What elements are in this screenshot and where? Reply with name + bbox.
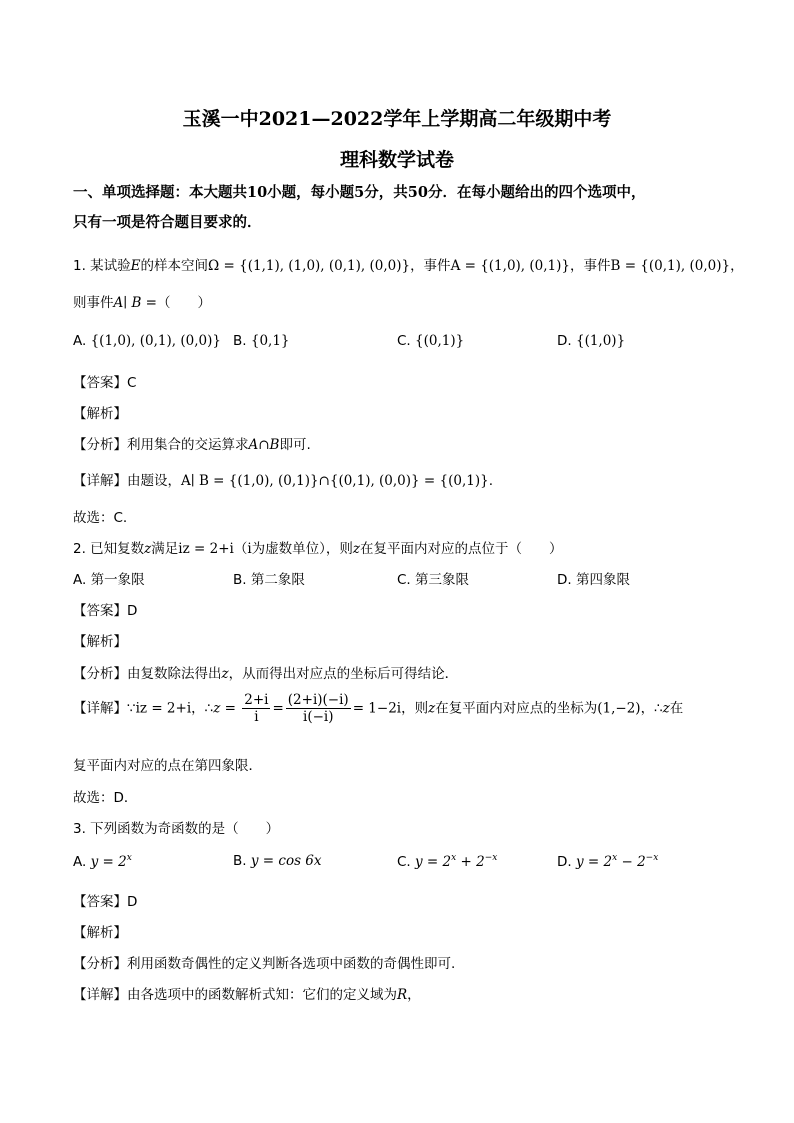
option-value: {(1,0), (0,1), (0,0)} <box>90 333 221 349</box>
math-i: i <box>247 541 252 557</box>
xiangjie-tag: 【详解】 <box>73 473 127 489</box>
text: 的样本空间 <box>140 258 209 274</box>
q3-analysis-tag: 【解析】 <box>73 925 127 941</box>
answer-value: D <box>127 603 138 619</box>
q3-stem: 3. 下列函数为奇函数的是（ ） <box>73 821 280 837</box>
q3-xiangjie <box>73 983 421 1003</box>
math-expr: A∩B <box>248 437 280 453</box>
xiangjie-tag: 【详解】 <box>73 987 127 1003</box>
text: 2. 已知复数 <box>73 541 145 557</box>
text: ，事件 <box>410 258 451 274</box>
fraction-denominator: i(−i) <box>303 709 334 725</box>
math-R: R <box>397 987 408 1003</box>
q2-stem <box>73 537 563 557</box>
q3-answer <box>73 890 137 910</box>
answer-value: C <box>127 375 137 391</box>
text: 1. 某试验 <box>73 258 131 274</box>
text: 满足 <box>151 541 179 557</box>
text: ， <box>730 258 744 274</box>
text: ，∴ <box>640 700 663 717</box>
section-heading-line1: 一、单项选择题：本大题共10小题，每小题5分，共50分．在每小题给出的四个选项中， <box>73 184 646 201</box>
option-value: + 2 <box>456 854 485 870</box>
answer-tag: 【答案】 <box>73 894 127 910</box>
q1-stem-line1 <box>73 254 744 274</box>
option-value: y = 2 <box>415 854 452 870</box>
q1-stem-line2 <box>73 291 211 311</box>
option-value: {(1,0)} <box>575 333 626 349</box>
q2-option-a <box>73 568 145 588</box>
text: ，事件 <box>569 258 611 274</box>
option-value: {(0,1)} <box>415 333 465 349</box>
q1-answer <box>73 371 136 391</box>
option-label: D. <box>557 333 572 349</box>
text: ，则 <box>401 700 429 717</box>
fraction-denominator: i <box>254 709 259 725</box>
q3-option-d <box>557 853 658 870</box>
math-expr: A∣ B = {(1,0), (0,1)}∩{(0,1), (0,0)} = {(0,1)} <box>181 473 489 489</box>
text: 则事件 <box>73 295 114 311</box>
text: （ ） <box>157 295 211 311</box>
q2-option-d <box>557 568 630 588</box>
option-value: 第二象限 <box>250 572 305 588</box>
math-eq: = <box>272 700 284 717</box>
option-label: C. <box>397 572 411 588</box>
text: ∵ <box>127 700 136 717</box>
text: 由题设， <box>127 473 181 489</box>
q2-xiangjie-line2: 复平面内对应的点在第四象限． <box>73 758 262 774</box>
text: 利用集合的交运算求 <box>127 437 249 453</box>
option-value: y = cos 6x <box>250 853 322 869</box>
math-z: z <box>221 666 229 682</box>
text: 即可. <box>279 437 311 453</box>
math-omega: Ω = {(1,1), (1,0), (0,1), (0,0)} <box>208 258 411 274</box>
math-result: = 1−2i <box>352 700 402 717</box>
text: 在复平面内对应点的坐标为 <box>435 700 598 717</box>
exponent: x <box>126 853 132 863</box>
option-label: A. <box>73 572 87 588</box>
option-label: C. <box>397 854 411 870</box>
answer-tag: 【答案】 <box>73 375 127 391</box>
option-label: A. <box>73 333 87 349</box>
option-label: B. <box>233 853 247 869</box>
math-z: z <box>144 541 152 557</box>
text: ， <box>407 987 421 1003</box>
text: 为虚数单位），则 <box>251 541 353 557</box>
exponent: x <box>612 853 618 863</box>
option-value: 第四象限 <box>575 572 630 588</box>
math-z: z <box>352 541 361 557</box>
q3-option-b <box>233 853 322 869</box>
math-A: A = {(1,0), (0,1)} <box>450 258 570 274</box>
fraction-numerator: (2+i)(−i) <box>287 692 349 708</box>
page-title: 玉溪一中2021—2022学年上学期高二年级期中考 <box>182 108 612 130</box>
q2-option-c <box>397 568 469 588</box>
option-label: B. <box>233 333 247 349</box>
q2-option-b <box>233 568 305 588</box>
text: 在复平面内对应的点位于（ ） <box>360 541 563 557</box>
math-z: z <box>662 700 670 717</box>
text: （ <box>233 541 248 557</box>
option-value: 第三象限 <box>415 572 470 588</box>
math-coord: (1,−2) <box>597 700 641 717</box>
fraction-1 <box>242 692 270 725</box>
text: ，从而得出对应点的坐标后可得结论． <box>228 666 459 682</box>
xiangjie-tag: 【详解】 <box>73 700 127 717</box>
option-value: y = 2 <box>90 854 127 870</box>
fenxi-tag: 【分析】 <box>73 666 127 682</box>
q1-fenxi <box>73 433 311 453</box>
text: 由各选项中的函数解析式知：它们的定义域为 <box>127 987 397 1003</box>
q3-option-c <box>397 853 497 870</box>
math-z: z = <box>213 700 236 717</box>
fenxi-tag: 【分析】 <box>73 956 127 972</box>
q1-analysis-tag: 【解析】 <box>73 406 127 422</box>
section-heading <box>73 178 723 238</box>
math-expr: A∣ B = <box>113 295 157 311</box>
fraction-numerator: 2+i <box>244 692 269 708</box>
option-value: − 2 <box>617 854 646 870</box>
page-subtitle: 理科数学试卷 <box>339 149 454 171</box>
section-heading-line2: 只有一项是符合题目要求的． <box>73 214 262 231</box>
q1-option-b <box>233 333 290 349</box>
option-label: D. <box>557 572 572 588</box>
option-value: {0,1} <box>250 333 290 349</box>
fraction-2 <box>286 692 351 725</box>
text: . <box>488 473 494 489</box>
answer-value: D <box>127 894 138 910</box>
option-label: A. <box>73 854 87 870</box>
q2-conclusion: 故选：D． <box>73 790 138 806</box>
q1-xiangjie <box>73 469 493 489</box>
option-label: D. <box>557 854 572 870</box>
q2-xiangjie-line1 <box>73 692 683 725</box>
answer-tag: 【答案】 <box>73 603 127 619</box>
math-E: E <box>130 258 141 274</box>
exponent: x <box>451 853 457 863</box>
q2-analysis-tag: 【解析】 <box>73 634 127 650</box>
q3-fenxi <box>73 952 455 972</box>
exponent: −x <box>645 853 659 863</box>
option-label: C. <box>397 333 411 349</box>
q2-fenxi <box>73 662 458 682</box>
text: 在 <box>669 700 684 717</box>
math-z: z <box>428 700 436 717</box>
option-value: y = 2 <box>575 854 613 870</box>
math-eq: iz = 2+i <box>135 700 192 717</box>
q3-option-a <box>73 853 132 870</box>
q2-answer <box>73 599 137 619</box>
q1-option-c <box>397 333 464 349</box>
math-eq: iz = 2+i <box>178 541 234 557</box>
text: ，∴ <box>191 700 214 717</box>
option-label: B. <box>233 572 247 588</box>
math-B: B = {(0,1), (0,0)} <box>610 258 731 274</box>
q1-conclusion: 故选：C. <box>73 510 128 526</box>
q1-option-d <box>557 333 625 349</box>
q1-option-a <box>73 333 221 349</box>
text: 由复数除法得出 <box>127 666 222 682</box>
exponent: −x <box>484 853 498 863</box>
text: 利用函数奇偶性的定义判断各选项中函数的奇偶性即可. <box>127 956 456 972</box>
option-value: 第一象限 <box>90 572 145 588</box>
fenxi-tag: 【分析】 <box>73 437 127 453</box>
